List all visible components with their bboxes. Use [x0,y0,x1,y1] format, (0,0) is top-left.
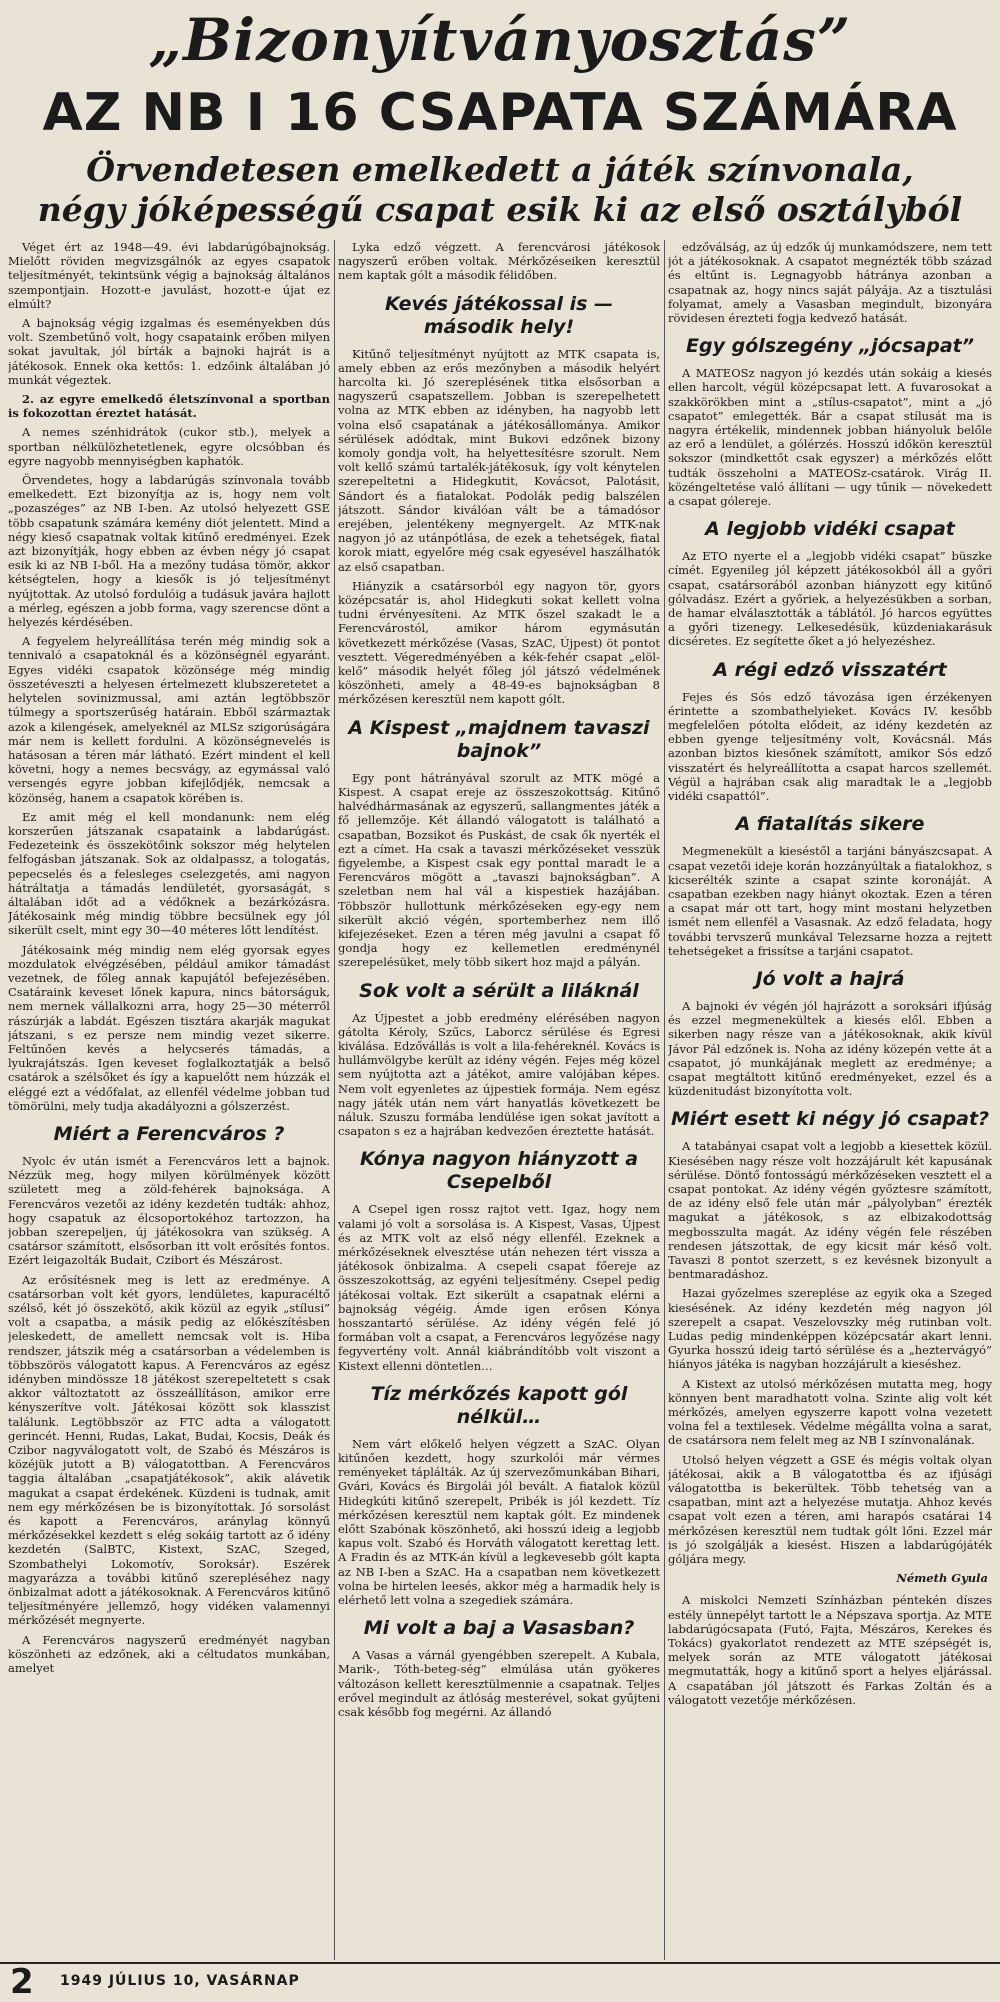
paragraph: A Ferencváros nagyszerű eredményét nagyban köszönheti az edzőnek, aki a céltudatos munkában, amelyet [8,1632,330,1676]
section-heading: Sok volt a sérült a liláknál [359,979,639,1002]
section-heading: Jó volt a hajrá [755,967,905,990]
paragraph: Megmenekült a kieséstől a tarjáni bányászcsapat. A csapat vezetői ideje korán hozzányúltak a fiatalokhoz, s kicserélték szinte a csapat szinte koronáját. A csapatban ezekben nagy hiányt okoztak. Ezen a téren a csapat már ott tart, hogy mint mostani helyzetben ismét nem ellenfél a Vasasnak. Az edző feladata, hogy további tervszerű munkával Telezsarne hozza a rejtett tehetségeket a frissítse a tarjáni csapatot. [668,844,992,958]
paragraph: 2. az egyre emelkedő életszínvonal a sportban is fokozottan éreztet hatását. [8,392,330,421]
section-heading: Kónya nagyon hiányzott a Csepelből [359,1148,639,1194]
paragraph: Ez amit még el kell mondanunk: nem elég korszerűen játszanak csapataink a labdarúgást. Fedezeteink és összekötőink sokszor még helytelen felfogásban játszanak. Sok az oldalpassz, a tologatás, pepecselés és a felesleges cselezgetés, ami nagyon hátráltatja a támadás lendületét, gyorsaságát, s általában időt ad a védőknek a bezárkózásra. Játékosaink még mindig többre becsülnek egy jól sikerült cselt, mint egy 30—40 méteres lőtt lendítést. [8,809,330,938]
column-divider [334,240,335,1960]
paragraph: Játékosaink még mindig nem elég gyorsak egyes mozdulatok elvégzésében, például amikor támadást vezetnek, de főleg annak kapujától befejezésében. Csatáraink keveset lőnek kapura, nincs bátorságuk, nem mernek vállalkozni arra, hogy 25—30 méterről rászúrják a labdát. Egészen tisztára akarják magukat játszani, s ez persze nem mindig vezet sikerre. Feltűnően kevés a helycserés támadás, a lyukrajátszás. Igen keveset foglalkoztatják a belső csatárok a szélsőket és így a kapuelőtt nem húzzák el eléggé ezt a védőfalat, az ellenfél védelme jobban tud tömörülni, mely tudja akadályozni a gólszerzést. [8,942,330,1113]
paragraph: Lyka edző végzett. A ferencvárosi játékosok nagyszerű erőben voltak. Mérkőzéseiken keresztül nem kaptak gólt a második félidőben. [338,240,660,283]
paragraph: Hiányzik a csatársorból egy nagyon tör, gyors középcsatár is, ahol Hidegkuti sokat kellett volna tudni érvényesíteni. Az MTK őszel szakadt le a Ferencvárostól, amikor három egymásután következett mérkőzése (Vasas, SzAC, Újpest) öt pontot vesztett. Végeredményében a kék-fehér csapat „elöl-kelő” második helyét főleg jól játszó védelmének köszönheti, amely a 48-49-es bajnokságban 8 mérkőzésen keresztül nem kapott gólt. [338,578,660,707]
page-number: 2 [10,1962,34,2002]
column-divider [664,240,665,1960]
paragraph: A fegyelem helyreállítása terén még mindig sok a tennivaló a csapatoknál és a közönségnél egyaránt. Egyes vidéki csapatok közönsége még mindig összetéveszti a helyesen értelmezett klubszeretetet a helytelen sovinizmussal, ami aztán legtöbbször túlmegy a sportszerűség határain. Ebből származtak azok a kilengések, amelyeknél az MLSz szigorúságára már nem is kellett fordulni. A közönségnevelés is hatásosan a téren már látható. Ezért mindent el kell követni, hogy a nemes becsvágy, az egymással való versengés egyre jobban kifejlődjék, nemcsak a közönség, hanem a csapatok körében is. [8,634,330,805]
paragraph: A miskolci Nemzeti Színházban péntekén díszes estély ünnepélyt tartott le a Népszava sportja. Az MTE labdarúgócsapata (Futó, Fajta, Mészáros, Kerekes és Tokács) gyakorlatot rendezett az MTE szépségét is, melyek során az MTE válogatott játékosai megmutatták, hogy a kitűnő sport a helyes eljárással. A csapatában jól játszott és Farkas Zoltán és a válogatott vezetője mérkőzésen. [668,1593,992,1707]
section-heading: A Kispest „majdnem tavaszi bajnok” [348,716,650,762]
section-heading: A fiatalítás sikere [735,813,925,836]
paragraph: A Vasas a várnál gyengébben szerepelt. A Kubala, Marik-, Tóth-beteg-ség” elmúlása után gyökeres változáson kellett keresztülmennie a csapatnak. Teljes erővel megindult az átlóság mesterével, sokat gyűjteni csak később fog megérni. Az állandó [338,1648,660,1720]
section-heading: Miért a Ferencváros ? [53,1122,285,1145]
section-heading: Tíz mérkőzés kapott gól nélkül… [370,1382,628,1428]
paragraph: Fejes és Sós edző távozása igen érzékenyen érintette a szombathelyieket. Kovács IV. kesőbb megfelelően pótolta elődeit, az idény kezdetén az ebben gyenge teljesítmény volt, Kovácsnál. Más azonban biztos kiesőnek számított, amikor Sós edző visszatért és helyreállította a csapat harcos szellemét. Végül a hajrában csak alig maradtak le a „legjobb vidéki csapattól”. [668,689,992,804]
page-footer [0,1962,1000,2002]
headline: AZ NB I 16 CSAPATA SZÁMÁRA [42,83,958,143]
paragraph: A tatabányai csapat volt a legjobb a kiesettek közül. Kiesésében nagy része volt hozzájárult két kapusának sérülése. Döntő fontosságú mérkőzéseken vesztett el a csapat pontokat. Az idény végén győztesre számított, de az idény első fele után már „pályolyban” érezték magukat a játékosok, s az elbizakodottság megbosszulta magát. Az idény végén fele részében rendesen játszottak, de egy kicsit már késő volt. Tavaszi 8 pontot szerzett, s ez kevésnek bizonyult a bentmaradáshoz. [668,1139,992,1282]
author-byline: Németh Gyula [896,1571,988,1586]
section-heading: Miért esett ki négy jó csapat? [670,1108,990,1131]
paragraph: Nem várt előkelő helyen végzett a SzAC. Olyan kitűnően kezdett, hogy szurkolói már vérmes reményeket táplálták. Az új szervezőmunkában Bihari, Gvári, Kovács és Birgolái jól bevált. A fiatalok közül Hidegkúti kitűnő szerepelt, Pribék is jól kezdett. Tíz mérkőzésen keresztül nem kaptak gólt. Ez mindenek előtt Szabónak köszönhető, aki hosszú ideig a legjobb kapus volt. Szabó és Horváth válogatott kerettag lett. A Fradin és az MTK-án kívül a legkevesebb gólt kapta az NB I-ben a SzAC. Ha a csapatban nem következett volna be hirtelen leesés, akkor még a harmadik hely is elérhető lett volna a szegediek számára. [338,1436,660,1608]
article-column-3 [668,240,992,1960]
kicker-title: „Bizonyítványosztás” [148,6,852,74]
article-column-2 [338,240,660,1960]
subheadline-line-1: Örvendetesen emelkedett a játék színvonala, [86,150,914,189]
paragraph: Egy pont hátrányával szorult az MTK mögé a Kispest. A csapat ereje az összeszokottság. Kitűnő halvédhármasának az egyszerű, sallangmentes játék a fő jellemzője. Két állandó válogatott is található a csapatban, Bozsikot és Puskást, de csak ők nyerték el ezt a címet. Ha csak a tavaszi mérkőzéseket vesszük figyelembe, a Kispest csak egy ponttal maradt le a Ferencváros mögött a „tavaszi bajnokságban”. A szeletban nem hal vál a kispestiek hazájában. Többször hullottunk mérkőzéseken egy-egy nem sikerült akció végén, sportemberhez nem illő kifejezéseket. Ezen a téren még javulni a csapat fő gondja hogy ez kellemetlen eredménynél szerepelésüket, mely több sikert hoz majd a pályán. [338,770,660,970]
paragraph: Az ETO nyerte el a „legjobb vidéki csapat” büszke címét. Egyenileg jól képzett játékosokból áll a győri csapat, csatársorából azonban hiányzott egy kitűnő gólvadász. Ezért a győriek, a helyezésükben a sorban, de hamar elválasztották a táblától. Jó harcos együttes a győri tizenegy. Lelkesedésük, küzdeniakarásuk dicséretes. Ez segítette őket a jó helyezéshez. [668,549,992,649]
paragraph: edzőválság, az új edzők új munkamódszere, nem tett jót a játékosoknak. A csapatot megnézték több század és eltűnt is. Legnagyobb hátránya azonban a csapatnak az, hogy nincs saját pályája. Az a tisztulási folyamat, amely a Vasasban megindult, bizonyára rövidesen érezteti fogja kedvező hatását. [668,240,992,326]
paragraph: A MATEOSz nagyon jó kezdés után sokáig a kiesés ellen harcolt, végül középcsapat lett. A fuvarosokat a szakkörökben mint a „stílus-csapatot”, mint a „jó csapatot” emlegették. Bár a csapat stílusát ma is nagyra értékelik, mindennek jobban hiányoluk belőle az erő a lendület, a gólérzés. Hosszú időkön keresztül sokszor (mindkettőt csak egyszer) a mérkőzés előtt tudták összeholni a MATEOSz-csatárok. Virág II. közéngeltetése való állítani — ugy tűnik — növekedett a csapat gólereje. [668,366,992,509]
paragraph: Örvendetes, hogy a labdarúgás színvonala tovább emelkedett. Ezt bizonyítja az is, hogy nem volt „pozaszéges” az NB I-ben. Az utolsó helyezett GSE több csapatunk számára kemény diót jelentett. Mind a négy kieső csapatnak voltak kitűnő eredményei. Ezek azt bizonyítják, hogy ebben az évben négy jó csapat esik ki az NB I-ből. Ha a mezőny tudása tömör, akkor kétségtelen, hogy a kiesők is jó teljesítményt nyújtottak. Az utolsó fordulóig a tudásuk javára hajlott a mérleg, egészen a jobb forma, vagy szerencse dönt a helyezés kérdésében. [8,473,330,630]
paragraph: A Csepel igen rossz rajtot vett. Igaz, hogy nem valami jó volt a sorsolása is. A Kispest, Vasas, Újpest és az MTK volt az első négy ellenfél. Ezeknek a mérkőzéseknek elvesztése után nehezen tért vissza a játékosok önbizalma. A csepeli csapat főereje az összeszokottság, az egyéni teljesítmény. Csepel pedig játékosai voltak. Ezt sikerült a csapatnak elérni a bajnokság végéig. Ámde igen erősen Kónya hosszantartó sérülése. Az idény végén felé jó formában volt a csapat, a Ferencváros legyőzése nagy fegyvertény volt. Annál kiábrándítóbb volt viszont a Kistext ellenni döntetlen… [338,1202,660,1373]
paragraph: Nyolc év után ismét a Ferencváros lett a bajnok. Nézzük meg, hogy milyen körülmények között született meg a zöld-fehérek bajnoksága. A Ferencváros vezetői az idény kezdetén tudták: ahhoz, hogy csapatuk az élcsoportokéhoz tartozzon, ha jobban szerepeljen, új játékosokra van szükség. A csatársor számított, elsősorban itt volt erősítés fontos. Ezért leigazolták Budait, Czibort és Mészárost. [8,1153,330,1268]
paragraph: A bajnoki év végén jól hajrázott a soroksári ifjúság és ezzel megmenekültek a kiesés elől. Ebben a sikerben nagy része van a játékosoknak, akik kívül Jávor Pál edzőnek is. Noha az idény közepén vette át a csapatot, jó munkájának meglett az eredménye; a csapat megtáltott kitűnő eredményeket, ezzel és a küzdenitudást bizonyította volt. [668,998,992,1099]
paragraph: Hazai győzelmes szereplése az egyik oka a Szeged kiesésének. Az idény kezdetén még nagyon jól szerepelt a csapat. Veszelovszky még rutinban volt. Ludas pedig mindenképpen középcsatár akart lenni. Gyurka hosszú ideig tartó sérülése és a „heztervágyó” hiányos játéka is nagyban hozzájárult a kieséshez. [668,1286,992,1372]
paragraph: A bajnokság végig izgalmas és eseményekben dús volt. Szembetűnő volt, hogy csapataink erőben milyen sokat javultak, jól bírták a bajnoki hajrát is a játékosok. Ennek oka kettős: 1. edzőink általában jó munkát végeztek. [8,316,330,387]
article-column-1 [8,240,330,1960]
issue-date: 1949 JÚLIUS 10, VASÁRNAP [60,1973,300,1989]
paragraph: Az erősítésnek meg is lett az eredménye. A csatársorban volt két gyors, lendületes, kapuracéltő szélső, két jó összekötő, akik közül az egyik „stílusi” volt a csapatba, a másik pedig az előkészítésben jeleskedett, de amellett nemcsak volt is. Hiba rendszer, játszik még a csatársorban a védelemben is többszörös válogatott kapus. A Ferencváros az egész idényben mindössze 18 játékost szerepeltetett s csak akkor változtatott az összeállításon, amikor erre kényszerítve volt. Játékosai között sok klasszist találunk. Legtöbbször az FTC adta a válogatott gerincét. Henni, Rudas, Lakat, Budai, Kocsis, Deák és Czibor nagyválogatott volt, de Szabó és Mészáros is közéjük jutott a B) válogatottban. A Ferencváros taggia általában „csapatjátékosok”, akik alávetik magukat a csapat érdekének. Küzdeni is tudnak, amit nem egy mérkőzésen be is bizonyítottak. Jó sorsolást és kapott a Ferencváros, aránylag könnyű mérkőzésekkel kezdett s elég sokáig tartott az ő idény kezdetén (SalBTC, Kistext, SzAC, Szeged, Szombathelyi Lokomotív, Soroksár). Eszérek magyarázza a további kitűnő szerepléséhez nagy önbizalmat adott a játékosoknak. A Ferencváros kitűnő teljesítményére jellemző, hogy vidéken valamennyi mérkőzését megnyerte. [8,1272,330,1628]
paragraph: Véget ért az 1948—49. évi labdarúgóbajnokság. Mielőtt röviden megvizsgálnók az egyes csapatok teljesítményét, tekintsünk végig a bajnokság általános szempontjain. Hozott-e javulást, hozott-e újat ez elmúlt? [8,240,330,311]
section-heading: Egy gólszegény „jócsapat” [686,335,974,358]
section-heading: A régi edző visszatért [713,658,947,681]
paragraph: Az Újpestet a jobb eredmény elérésében nagyon gátolta Kéroly, Szűcs, Laborcz sérülése és Egresi kiválása. Edzővállás is volt a lila-fehéreknél. Kovács is hullámvölgybe került az idény végén. Fejes még közel sem nyújtotta azt a játékot, amire valójában képes. Nem volt egyenletes az újpestiek formája. Nem egész nagy játék után nem várt hanyatlás következett be náluk. Szuszu formába lendülése igen sokat javított a csapaton s ez a hajrában kedvezően éreztette hatását. [338,1010,660,1139]
section-heading: A legjobb vidéki csapat [705,518,955,541]
paragraph: A nemes szénhidrátok (cukor stb.), melyek a sportban nélkülözhetetlenek, egyre olcsóbban és egyre nagyobb mennyiségben kaphatók. [8,425,330,468]
paragraph: Utolsó helyen végzett a GSE és mégis voltak olyan játékosai, akik a B válogatottba és az ifjúsági válogatottba is bekerültek. Több tehetség van a csapatban, mint azt a helyezése mutatja. Ahhoz kevés csapat volt ezen a téren, ami harapós csatárai 14 mérkőzésen keresztül nem tudtak gólt lőni. Ezzel már is jó szolgálják a kiesést. Hiszen a labdarúgójáték góljára megy. [668,1452,992,1567]
paragraph: Kitűnő teljesítményt nyújtott az MTK csapata is, amely ebben az erős mezőnyben a második helyért harcolta ki. Jó szereplésének titka elsősorban a nagyszerű csapatszellem. Jobban is szerepelhetett volna az MTK ebben az idényben, ha nagyobb lett volna első csapatának a játékosállománya. Amikor sérülések adódtak, mint Bukovi edzőnek bizony komoly gondja volt, ha helyettesítésre szorult. Nem volt kellő számú tartalék-játékosuk, így volt kénytelen szerepeltetni a Hidegkutit, Kovácsot, Palotásit, Sándort és a fiatalokat. Podolák pedig balszélen játszott. Sándor kiválóan vált be a támadósor erejében, jelentékeny megnyergelt. Az MTK-nak nagyon jó az utánpótlása, de ezek a tehetségek, fiatal korok miatt, egyelőre még csak egyesével haszálhatók az első csapatban. [338,346,660,574]
subheadline-line-2: négy jóképességű csapat esik ki az első osztályból [37,190,963,229]
section-heading: Kevés játékossal is — második hely! [384,292,614,338]
paragraph: A Kistext az utolsó mérkőzésen mutatta meg, hogy könnyen bent maradhatott volna. Szinte alig volt két mérkőzés, amelyen egyszerre kapott volna vezetett volna fel a textilesek. Védelme mégállta volna a sarat, de csatársora nem felelt meg az NB I színvonalának. [668,1376,992,1448]
section-heading: Mi volt a baj a Vasasban? [363,1617,635,1640]
